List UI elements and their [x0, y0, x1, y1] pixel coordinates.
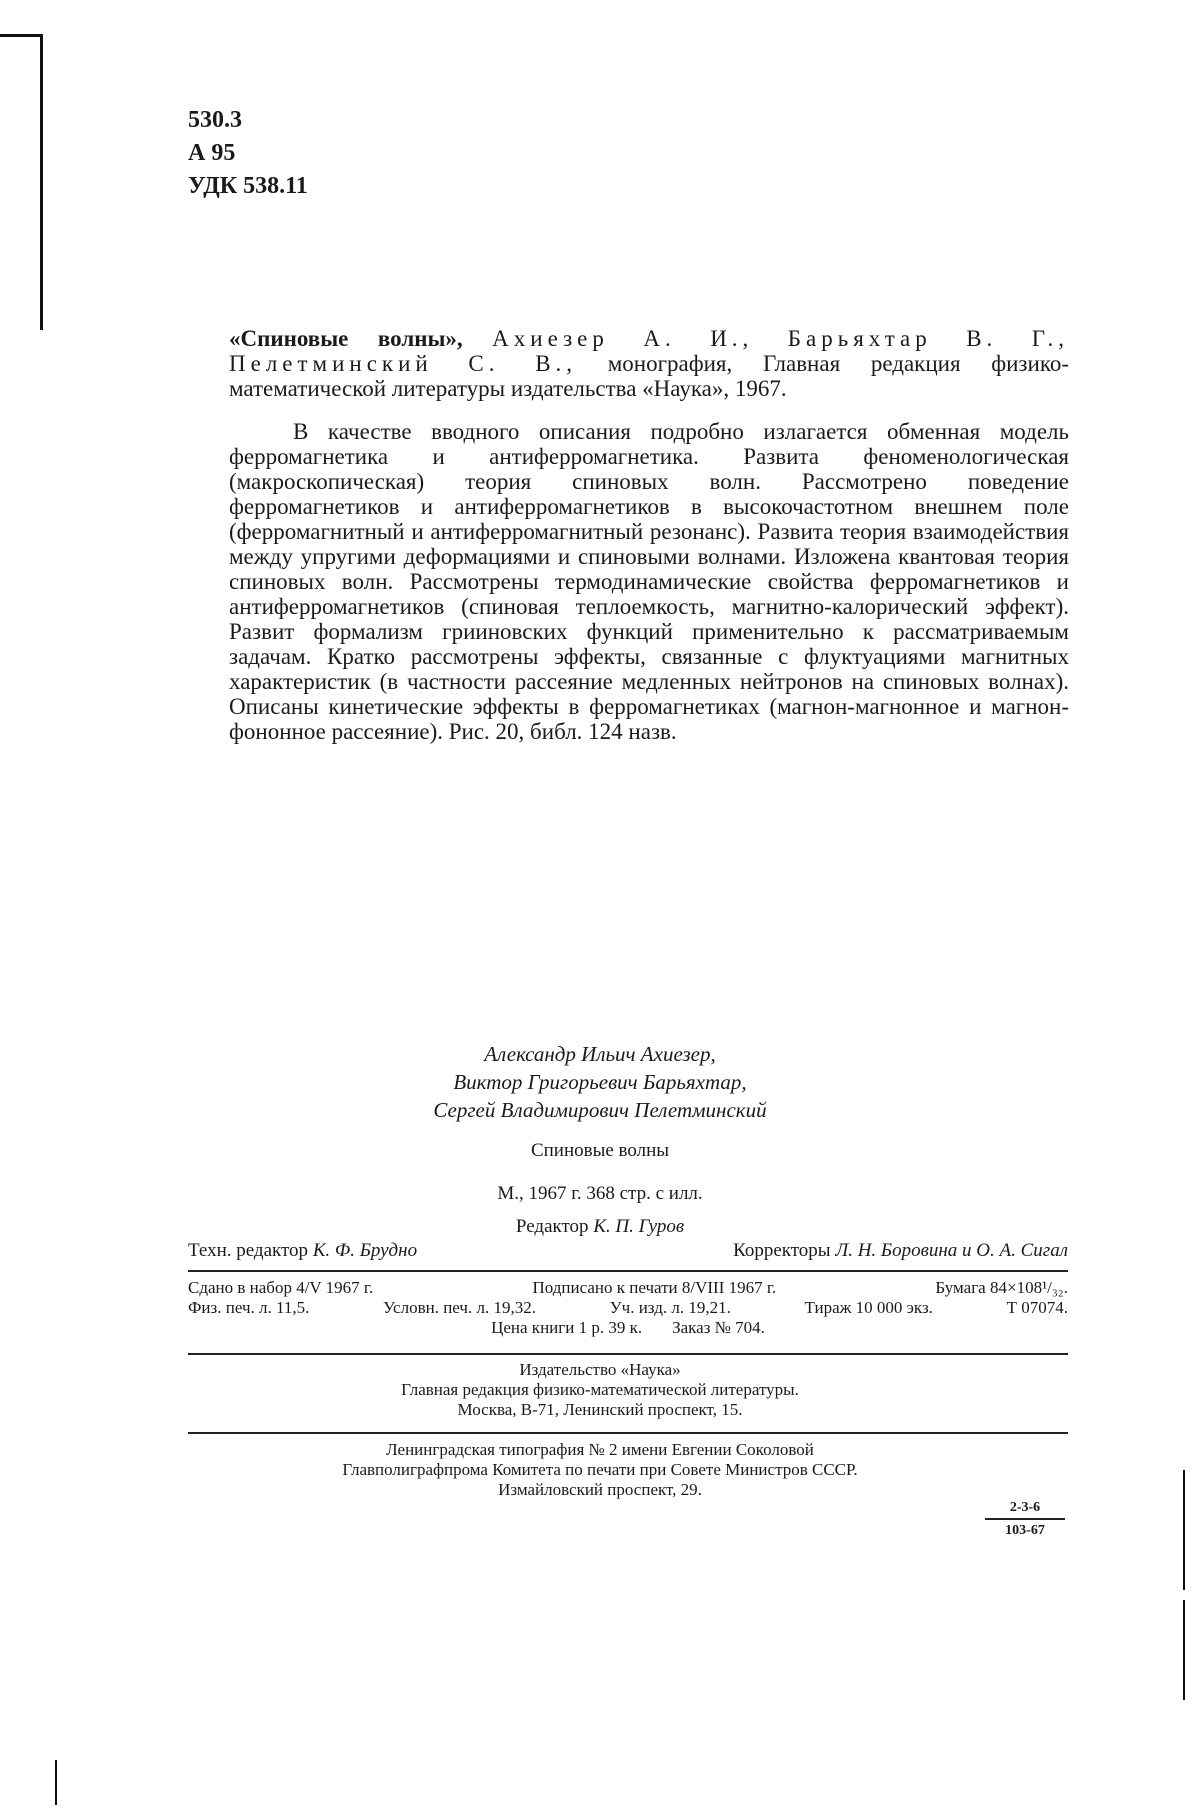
catalog-code-denominator: 103-67 — [1005, 1523, 1045, 1538]
annotation-body: В качестве вводного описания подробно излагается обменная модель ферромагнетика и антиферромагнетика. Развита феноменологическая (макроскопическая) теория спиновых волн. Рассмотрено поведение ферромагнетиков и антиферромагнетиков в высокочастотном внешнем поле (ферромагнитный и антиферромагнитный резонанс). Развита теория взаимодействия между упругими деформациями и спиновыми волнами. Изложена квантовая теория спиновых волн. Рассмотрены термодинамические свойства ферромагнетиков и антиферромагнетиков (спиновая теплоемкость, магнитно-калорический эффект). Развит формализм грииновских функций применительно к рассматриваемым задачам. Кратко рассмотрены эффекты, связанные с флуктуациями магнитных характеристик (в частности рассеяние медленных нейтронов на спиновых волнах). Описаны кинетические эффекты в ферромагнетиках (магнон-магнонное и магнон-фононное рассеяние). Рис. 20, библ. 124 назв. — [229, 419, 1069, 744]
print-row — [188, 1298, 1068, 1318]
scan-border-mark — [40, 34, 43, 330]
physical-sheets: Физ. печ. л. 11,5. — [188, 1298, 310, 1317]
author-name: Александр Ильич Ахиезер, — [484, 1042, 716, 1066]
proofreaders-names: Л. Н. Боровина и О. А. Сигал — [835, 1240, 1068, 1261]
scan-border-mark — [55, 1760, 57, 1805]
annotation-header — [229, 326, 1069, 401]
tech-editor — [188, 1240, 417, 1262]
tech-editor-label: Техн. редактор — [188, 1240, 309, 1261]
udk-code: УДК 538.11 — [188, 173, 308, 199]
author-mark: А 95 — [188, 140, 236, 166]
proofreaders — [733, 1240, 1068, 1262]
scan-border-mark — [0, 34, 42, 37]
paper-format: Бумага 84×108¹/₃₂. — [935, 1278, 1068, 1297]
tech-editor-name: К. Ф. Брудно — [312, 1240, 418, 1261]
editor-label: Редактор — [515, 1216, 589, 1237]
publisher-name: Издательство «Наука» — [519, 1360, 681, 1379]
annotation-imprint: монография, Главная редакция физико-математической литературы издательства «Наука», 1967. — [229, 351, 1069, 401]
publisher-sheets: Уч. изд. л. 19,21. — [609, 1298, 731, 1317]
scan-border-mark — [1183, 1600, 1185, 1700]
editor-name: К. П. Гуров — [593, 1216, 685, 1237]
publisher-block — [0, 1360, 1200, 1420]
colophon-authors — [0, 1040, 1200, 1124]
publisher-address: Москва, В-71, Ленинский проспект, 15. — [457, 1400, 743, 1419]
editor-line — [0, 1216, 1200, 1238]
proofreaders-label: Корректоры — [733, 1240, 831, 1261]
divider — [188, 1353, 1068, 1355]
author-name: Виктор Григорьевич Барьяхтар, — [453, 1070, 747, 1094]
annotation — [229, 326, 1069, 744]
publisher-dept: Главная редакция физико-математической литературы. — [401, 1380, 799, 1399]
license-code: Т 07074. — [1006, 1298, 1068, 1317]
divider — [188, 1432, 1068, 1434]
catalog-code-numerator: 2-3-6 — [985, 1500, 1065, 1520]
print-details — [188, 1278, 1068, 1338]
printer-address: Измайловский проспект, 29. — [498, 1480, 702, 1499]
staff-line — [188, 1240, 1068, 1262]
bbk-code: 530.3 — [188, 107, 242, 133]
conventional-sheets: Условн. печ. л. 19,32. — [383, 1298, 536, 1317]
printer-block — [0, 1440, 1200, 1500]
annotation-authors: Ахиезер А. И., Барьяхтар В. Г., Пелетминский С. В., — [229, 326, 1069, 376]
print-row — [188, 1318, 1068, 1338]
annotation-title: «Спиновые волны», — [229, 326, 463, 351]
catalog-code — [985, 1500, 1065, 1539]
publication-info: М., 1967 г. 368 стр. с илл. — [497, 1183, 703, 1204]
printer-authority: Главполиграфпрома Комитета по печати при Совете Министров СССР. — [342, 1460, 858, 1479]
typeset-date: Сдано в набор 4/V 1967 г. — [188, 1278, 374, 1297]
printer-name: Ленинградская типография № 2 имени Евгении Соколовой — [386, 1440, 814, 1459]
print-row — [188, 1278, 1068, 1298]
signed-date: Подписано к печати 8/VIII 1967 г. — [532, 1278, 777, 1297]
order-number: Заказ № 704. — [672, 1318, 765, 1337]
library-codes — [188, 104, 308, 203]
divider — [188, 1270, 1068, 1272]
book-title: Спиновые волны — [530, 1140, 670, 1161]
price: Цена книги 1 р. 39 к. — [491, 1318, 643, 1337]
author-name: Сергей Владимирович Пелетминский — [433, 1098, 767, 1122]
print-run: Тираж 10 000 экз. — [804, 1298, 933, 1317]
